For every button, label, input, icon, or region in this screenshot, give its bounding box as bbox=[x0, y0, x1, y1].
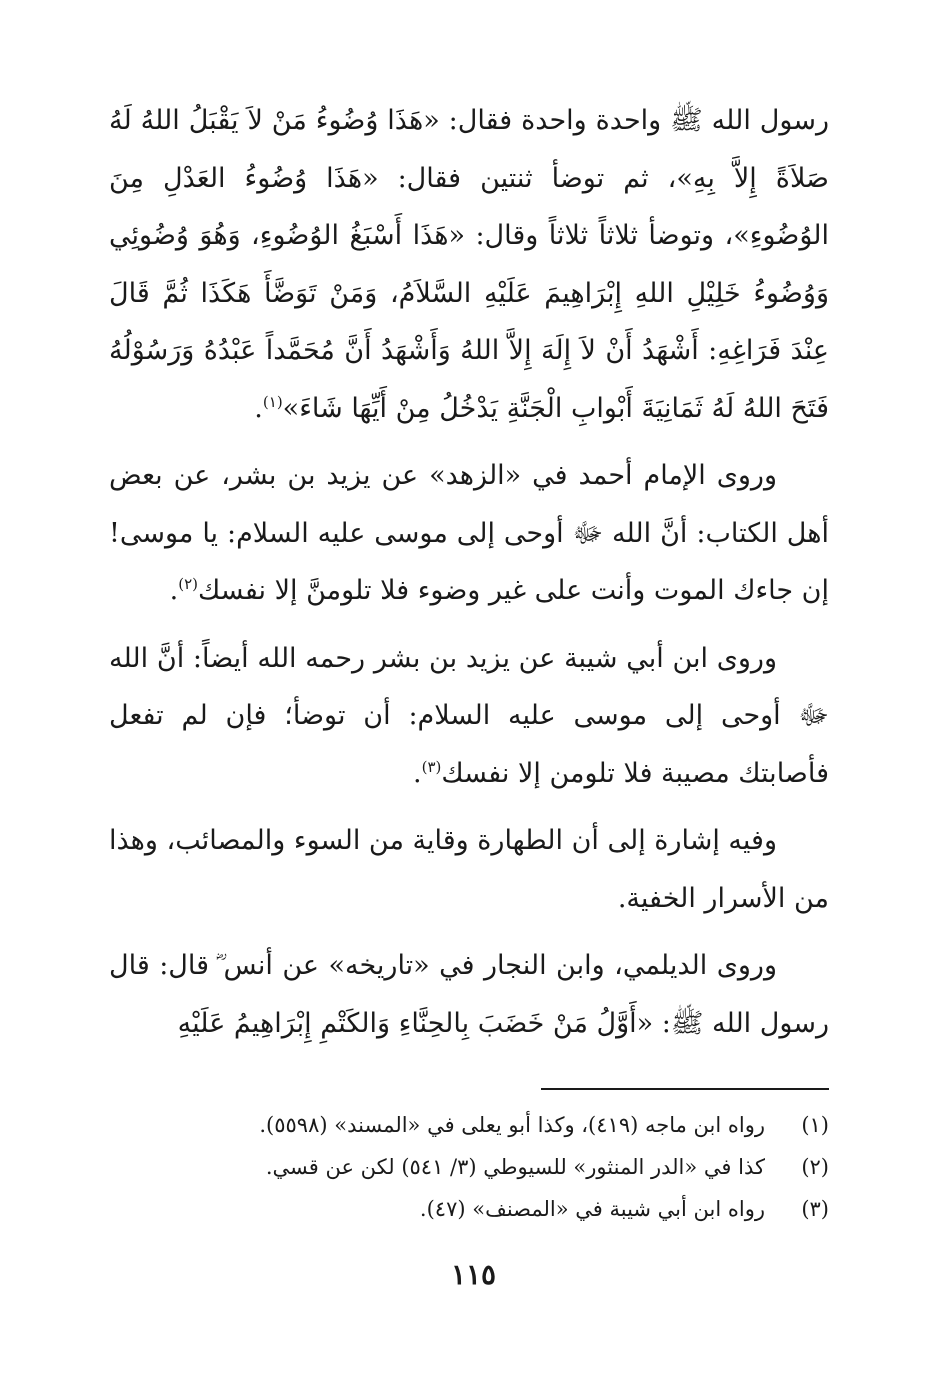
paragraph-2-text: وروى الإمام أحمد في «الزهد» عن يزيد بن بشر، عن بعض أهل الكتاب: أنَّ الله ﷻ أوحى إلى موسى عليه السلام: يا موسى! إن جاءك الموت وأنت على غير وضوء فلا تلومنَّ إلا نفسك bbox=[109, 460, 829, 606]
footnote-1 bbox=[109, 1104, 829, 1146]
paragraph-1-end: . bbox=[254, 392, 263, 424]
paragraph-1-text: رسول الله ﷺ واحدة واحدة فقال: «هَذَا وُضُوءُ مَنْ لاَ يَقْبَلُ اللهُ لَهُ صَلاَةً إِلاَّ بِهِ»، ثم توضأ ثنتين فقال: «هَذَا وُضُوءُ العَدْلِ مِنَ الوُضُوءِ»، وتوضأ ثلاثاً ثلاثاً وقال: «هَذَا أَسْبَغُ الوُضُوءِ، وَهُوَ وُضُوئِي وَوُضُوءُ خَلِيْلِ اللهِ إِبْرَاهِيمَ عَلَيْهِ السَّلاَمُ، وَمَنْ تَوَضَّأَ هَكَذَا ثُمَّ قَالَ عِنْدَ فَرَاغِهِ: أَشْهَدُ أَنْ لاَ إِلَهَ إِلاَّ اللهُ وَأَشْهَدُ أَنَّ مُحَمَّداً عَبْدُهُ وَرَسُوْلُهُ فَتَحَ اللهُ لَهُ ثَمَانِيَةَ أَبْوابِ الْجَنَّةِ يَدْخُلُ مِنْ أَيِّهَا شَاءَ» bbox=[109, 105, 829, 424]
paragraph-5-text: وروى الديلمي، وابن النجار في «تاريخه» عن أنس ؓ قال: قال رسول الله ﷺ: «أَوَّلُ مَنْ خَضَبَ بِالحِنَّاءِ وَالكَتْمِ إِبْرَاهِيمُ عَلَيْهِ bbox=[109, 950, 829, 1039]
paragraph-3-end: . bbox=[413, 757, 422, 789]
footnote-2-number: (٢) bbox=[801, 1155, 829, 1179]
footnote-ref-3[interactable]: (٣) bbox=[421, 757, 442, 776]
footnote-1-number: (١) bbox=[801, 1113, 829, 1137]
footnote-2 bbox=[109, 1146, 829, 1188]
footnote-divider bbox=[541, 1088, 829, 1090]
footnote-2-text: كذا في «الدر المنثور» للسيوطي (٣/ ٥٤١) لكن عن قسي. bbox=[265, 1155, 765, 1179]
footnote-ref-1[interactable]: (١) bbox=[262, 392, 283, 411]
paragraph-3 bbox=[109, 630, 829, 803]
paragraph-2 bbox=[109, 447, 829, 620]
paragraph-4 bbox=[109, 812, 829, 927]
main-text bbox=[109, 92, 829, 1062]
paragraph-2-end: . bbox=[169, 575, 179, 606]
footnotes bbox=[109, 1104, 829, 1230]
footnote-3-number: (٣) bbox=[801, 1197, 829, 1221]
paragraph-1 bbox=[109, 92, 829, 437]
paragraph-4-text: وفيه إشارة إلى أن الطهارة وقاية من السوء والمصائب، وهذا من الأسرار الخفية. bbox=[109, 825, 829, 914]
paragraph-3-text: وروى ابن أبي شيبة عن يزيد بن بشر رحمه الله أيضاً: أنَّ الله ﷻ أوحى إلى موسى عليه السلام: أن توضأ؛ فإن لم تفعل فأصابتك مصيبة فلا تلومن إلا نفسك bbox=[109, 642, 829, 789]
footnote-1-text: رواه ابن ماجه (٤١٩)، وكذا أبو يعلى في «المسند» (٥٥٩٨). bbox=[259, 1113, 765, 1137]
footnote-3 bbox=[109, 1188, 829, 1230]
footnote-ref-2[interactable]: (٢) bbox=[178, 575, 199, 593]
paragraph-5 bbox=[109, 937, 829, 1052]
page-number: ١١٥ bbox=[450, 1258, 497, 1291]
footnote-3-text: رواه ابن أبي شيبة في «المصنف» (٤٧). bbox=[419, 1197, 765, 1221]
